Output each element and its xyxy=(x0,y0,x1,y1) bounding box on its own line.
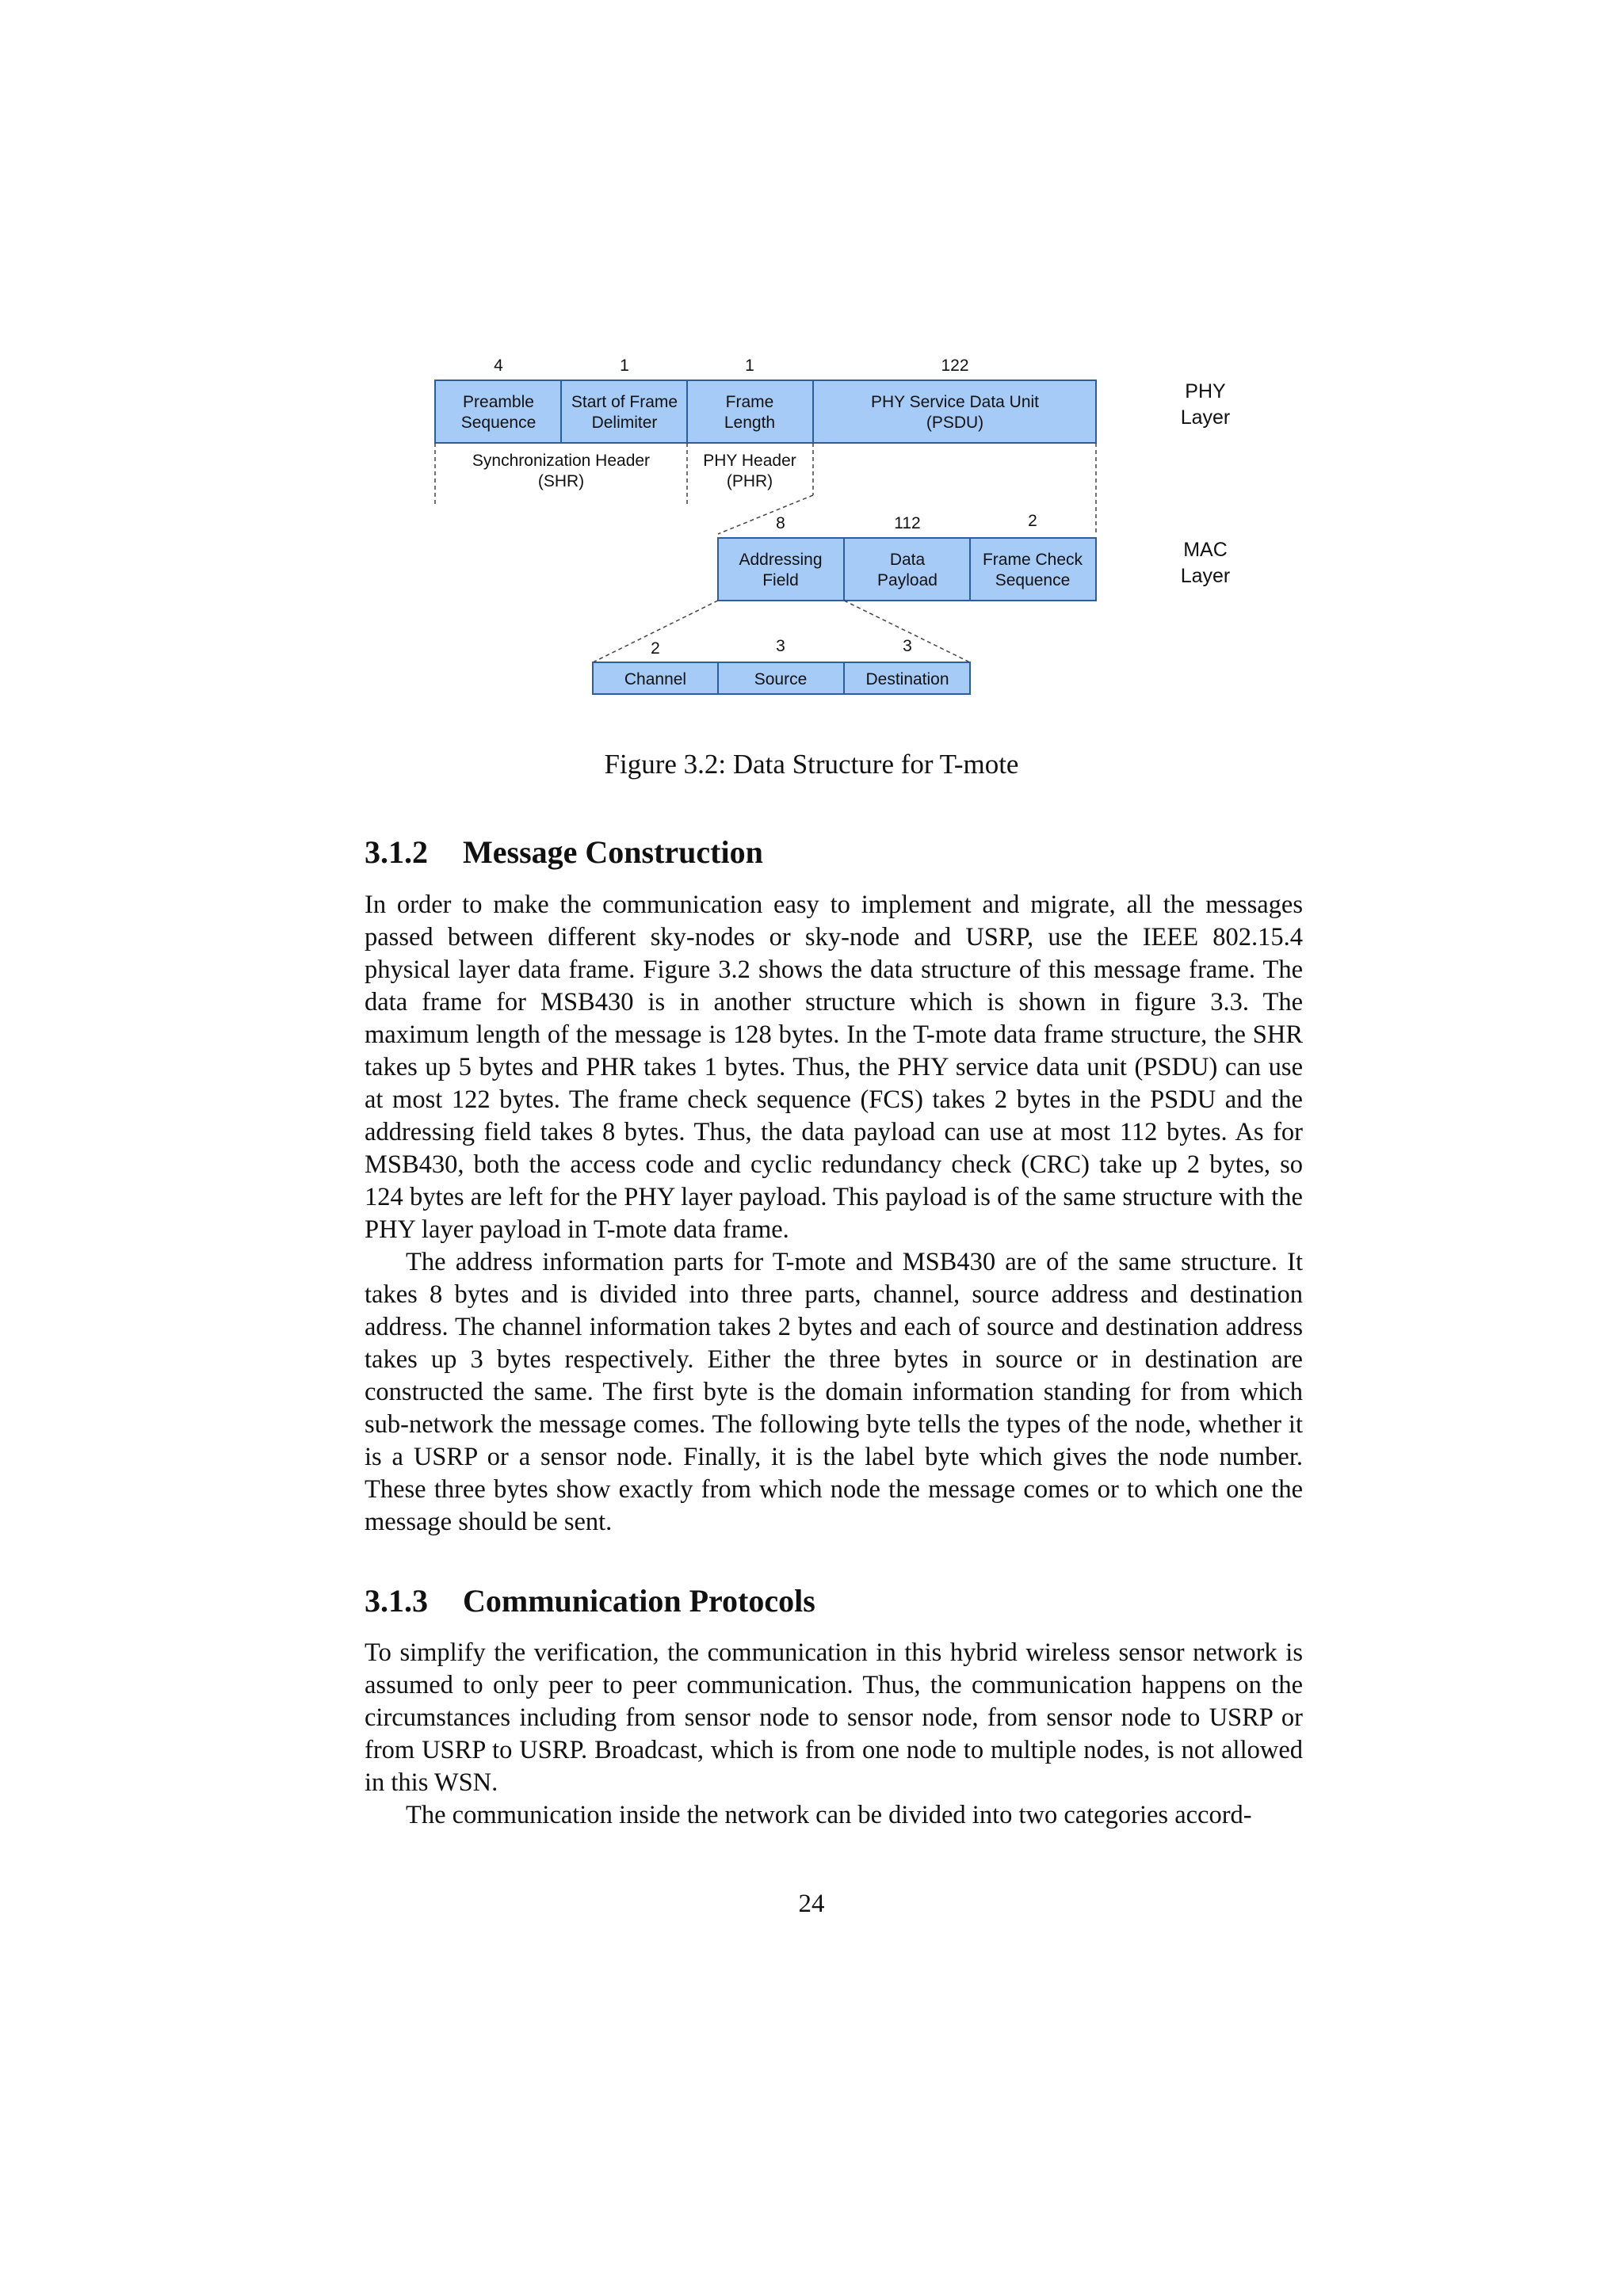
mac-cell-addressing xyxy=(718,538,844,601)
mac-cell-payload-line1: Data xyxy=(889,551,926,569)
addr-count-destination: 3 xyxy=(903,637,912,655)
phy-cell-preamble xyxy=(435,380,561,443)
phy-layer-label-line2: Layer xyxy=(1180,406,1231,429)
section-number: 3.1.2 xyxy=(365,834,428,870)
section-title: Message Construction xyxy=(463,834,763,870)
mac-count-addressing: 8 xyxy=(776,514,785,532)
frame-structure-diagram xyxy=(428,349,1252,697)
section-heading-3-1-3 xyxy=(365,1582,815,1619)
phr-label-line2: (PHR) xyxy=(726,472,773,490)
phy-cell-frame-length xyxy=(687,380,813,443)
phy-cell-frame-length-line1: Frame xyxy=(725,393,774,411)
addr-cell-channel-label: Channel xyxy=(624,670,687,688)
mac-count-fcs: 2 xyxy=(1028,512,1037,530)
phy-count-frame-length: 1 xyxy=(745,357,754,375)
shr-label-line2: (SHR) xyxy=(537,472,585,490)
mac-layer-label-line2: Layer xyxy=(1180,565,1231,587)
shr-label-line1: Synchronization Header xyxy=(472,452,651,470)
phy-cell-psdu-line1: PHY Service Data Unit xyxy=(870,393,1040,411)
mac-cell-fcs-line1: Frame Check xyxy=(982,551,1083,569)
phy-cell-preamble-line2: Sequence xyxy=(460,414,537,432)
mac-cell-fcs xyxy=(970,538,1096,601)
addr-cell-channel xyxy=(593,662,718,694)
phy-count-preamble: 4 xyxy=(494,357,503,375)
phy-count-psdu: 122 xyxy=(941,357,969,375)
phy-cell-psdu-line2: (PSDU) xyxy=(926,414,984,432)
section-number: 3.1.3 xyxy=(365,1583,428,1619)
phy-cell-sfd xyxy=(561,380,687,443)
phy-count-sfd: 1 xyxy=(620,357,629,375)
frame-structure-figure xyxy=(428,349,1252,697)
mac-cell-addressing-line2: Field xyxy=(762,571,799,589)
phy-cell-psdu xyxy=(813,380,1096,443)
addr-count-source: 3 xyxy=(776,637,785,655)
phr-label-line1: PHY Header xyxy=(703,452,796,470)
phy-cell-frame-length-line2: Length xyxy=(724,414,776,432)
mac-cell-fcs-line2: Sequence xyxy=(995,571,1071,589)
phy-cell-preamble-line1: Preamble xyxy=(463,393,534,411)
section-title: Communication Protocols xyxy=(463,1583,815,1619)
page-number: 24 xyxy=(798,1890,825,1918)
paragraph-communication-1: To simplify the verification, the communication in this hybrid wireless sensor network is assumed to only peer to peer communication. Thus, the communication happens on the circumstances including from sensor node to sensor node, from sensor node to USRP or from USRP to USRP. Broadcast, which is from one node to multiple nodes, is not allowed in this WSN. xyxy=(365,1638,1303,1797)
mac-cell-payload xyxy=(844,538,970,601)
paragraph-message-construction-2: The address information parts for T-mote and MSB430 are of the same structure. It takes 8 bytes and is divided into three parts, channel, source address and destination address. The channel information takes 2 bytes and each of source and destination address takes up 3 bytes respectively. Either the three bytes in source or in destination are constructed the same. The first byte is the domain information standing for from which sub-network the message comes. The following byte tells the types of the node, whether it is a USRP or a sensor node. Finally, it is the label byte which gives the node number. These three bytes show exactly from which node the message comes or to which one the message should be sent. xyxy=(365,1248,1303,1536)
addr-cell-destination xyxy=(844,662,970,694)
addr-cell-source xyxy=(718,662,844,694)
section-heading-3-1-2 xyxy=(365,833,763,871)
addr-cell-destination-label: Destination xyxy=(865,670,949,688)
paragraph-message-construction-1: In order to make the communication easy to implement and migrate, all the messages passed between different sky-nodes or sky-node and USRP, use the IEEE 802.15.4 physical layer data frame. Figure 3.2 shows the data structure of this message frame. The data frame for MSB430 is in another structure which is shown in figure 3.3. The maximum length of the message is 128 bytes. In the T-mote data frame structure, the SHR takes up 5 bytes and PHR takes 1 bytes. Thus, the PHY service data unit (PSDU) can use at most 122 bytes. The frame check sequence (FCS) takes 2 bytes in the PSDU and the addressing field takes 8 bytes. Thus, the data payload can use at most 112 bytes. As for MSB430, both the access code and cyclic redundancy check (CRC) take up 2 bytes, so 124 bytes are left for the PHY layer payload. This payload is of the same structure with the PHY layer payload in T-mote data frame. xyxy=(365,891,1303,1244)
addr-cell-source-label: Source xyxy=(754,670,808,688)
figure-caption: Figure 3.2: Data Structure for T-mote xyxy=(604,749,1019,780)
mac-count-payload: 112 xyxy=(894,514,921,532)
phy-cell-sfd-line2: Delimiter xyxy=(591,414,658,432)
paragraph-communication-2: The communication inside the network can be divided into two categories accord- xyxy=(406,1801,1252,1829)
phy-layer-label-line1: PHY xyxy=(1185,380,1226,402)
mac-cell-payload-line2: Payload xyxy=(877,571,938,589)
mac-layer-label-line1: MAC xyxy=(1183,539,1228,561)
addr-count-channel: 2 xyxy=(651,639,660,658)
phy-cell-sfd-line1: Start of Frame xyxy=(571,393,678,411)
mac-cell-addressing-line1: Addressing xyxy=(739,551,823,569)
